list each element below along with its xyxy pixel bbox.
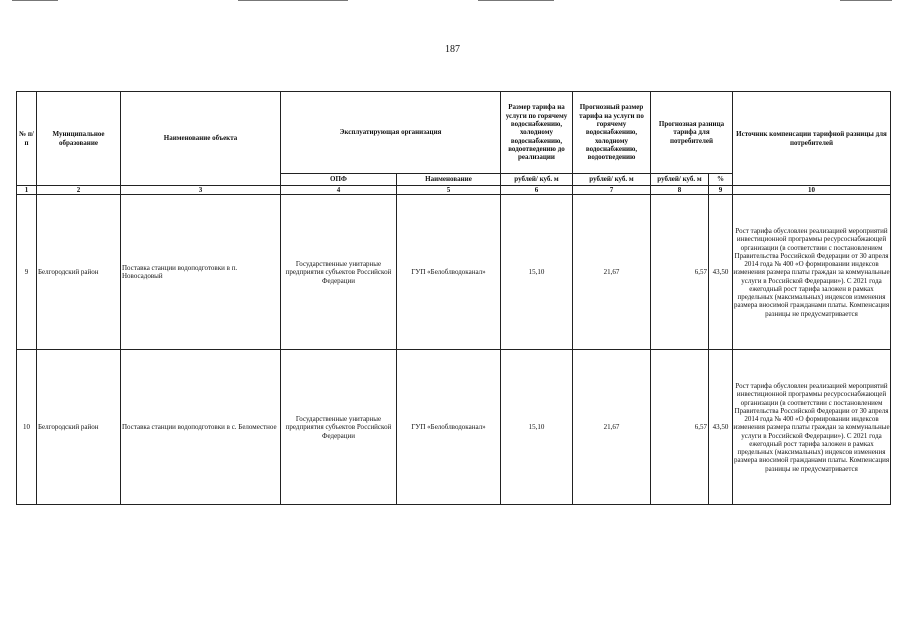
row-percent: 43,50 [709, 350, 733, 505]
row-opf: Государственные унитарные предприятия субъектов Российской Федерации [281, 350, 397, 505]
row-forecast: 21,67 [573, 350, 651, 505]
column-number: 6 [501, 186, 573, 195]
header-object: Наименование объекта [121, 92, 281, 186]
row-tariff: 15,10 [501, 195, 573, 350]
column-number: 8 [651, 186, 709, 195]
column-number-row [17, 186, 891, 195]
header-municipality: Муниципальное образование [37, 92, 121, 186]
header-difference: Прогнозная разница тарифа для потребителей [651, 92, 733, 174]
page-number: 187 [445, 44, 460, 55]
column-number: 1 [17, 186, 37, 195]
row-opf: Государственные унитарные предприятия субъектов Российской Федерации [281, 195, 397, 350]
tariff-table [16, 91, 891, 505]
row-municipality: Белгородский район [37, 350, 121, 505]
scan-edge-line [840, 0, 892, 1]
row-source: Рост тарифа обусловлен реализацией мероприятий инвестиционной программы ресурсоснабжающей организации (в соответствии с постановлением Правительства Российской Федерации от 30 апреля 2014 года № 400 «О формировании индексов изменения размера платы граждан за коммунальные услуги в Российской Федерации»). С 2021 года ежегодный рост тарифа заложен в рамках предельных (максимальных) индексов изменения размера вносимой гражданами платы. Компенсация разницы не предусматривается [733, 350, 891, 505]
header-operator: Эксплуатирующая организация [281, 92, 501, 174]
column-number: 4 [281, 186, 397, 195]
row-num: 10 [17, 350, 37, 505]
row-num: 9 [17, 195, 37, 350]
column-number: 5 [397, 186, 501, 195]
row-percent: 43,50 [709, 195, 733, 350]
scan-edge-line [12, 0, 58, 1]
header-unit-diff: рублей/ куб. м [651, 174, 709, 186]
header-name: Наименование [397, 174, 501, 186]
column-number: 10 [733, 186, 891, 195]
header-source: Источник компенсации тарифной разницы для потребителей [733, 92, 891, 186]
row-object: Поставка станции водоподготовки в п. Новосадовый [121, 195, 281, 350]
header-tariff: Размер тарифа на услуги по горячему водоснабжению, холодному водоснабжению, водоотведению до реализации [501, 92, 573, 174]
header-unit-forecast: рублей/ куб. м [573, 174, 651, 186]
table-row [17, 350, 891, 505]
scan-edge-line [478, 0, 554, 1]
column-number: 2 [37, 186, 121, 195]
column-number: 3 [121, 186, 281, 195]
row-tariff: 15,10 [501, 350, 573, 505]
row-diff: 6,57 [651, 195, 709, 350]
table-row [17, 195, 891, 350]
header-num: № п/п [17, 92, 37, 186]
header-unit-percent: % [709, 174, 733, 186]
scan-edge-line [238, 0, 348, 1]
header-forecast: Прогнозный размер тарифа на услуги по горячему водоснабжению, холодному водоснабжению, водоотведению [573, 92, 651, 174]
column-number: 7 [573, 186, 651, 195]
row-forecast: 21,67 [573, 195, 651, 350]
column-number: 9 [709, 186, 733, 195]
header-unit-tariff: рублей/ куб. м [501, 174, 573, 186]
header-opf: ОПФ [281, 174, 397, 186]
header-row [17, 92, 891, 174]
row-diff: 6,57 [651, 350, 709, 505]
row-source: Рост тарифа обусловлен реализацией мероприятий инвестиционной программы ресурсоснабжающей организации (в соответствии с постановлением Правительства Российской Федерации от 30 апреля 2014 года № 400 «О формировании индексов изменения размера платы граждан за коммунальные услуги в Российской Федерации»). С 2021 года ежегодный рост тарифа заложен в рамках предельных (максимальных) индексов изменения размера вносимой гражданами платы. Компенсация разницы не предусматривается [733, 195, 891, 350]
row-name: ГУП «Белоблводоканал» [397, 195, 501, 350]
row-object: Поставка станции водоподготовки в с. Беломестное [121, 350, 281, 505]
row-municipality: Белгородский район [37, 195, 121, 350]
row-name: ГУП «Белоблводоканал» [397, 350, 501, 505]
